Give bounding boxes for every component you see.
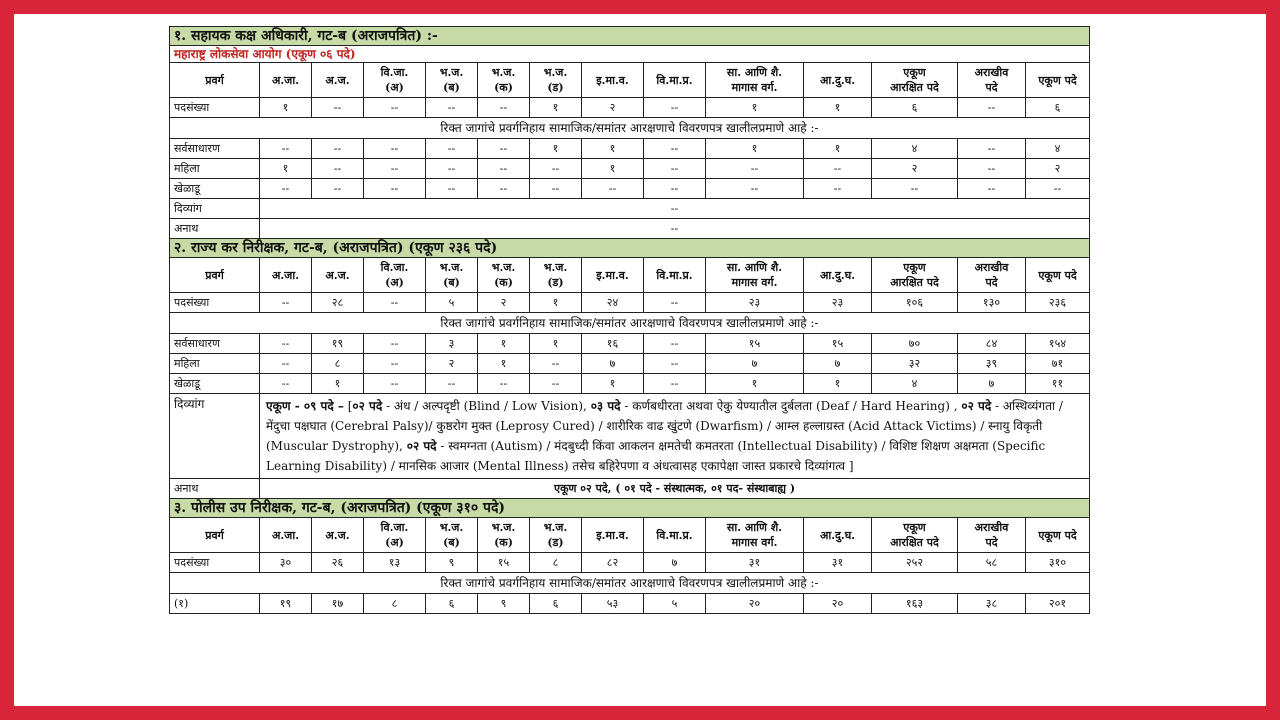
table-cell: -- xyxy=(530,179,582,199)
table-cell: २ xyxy=(1026,159,1090,179)
anath-row xyxy=(170,219,1090,239)
column-header: अ.जा. xyxy=(260,63,312,98)
row-label: दिव्यांग xyxy=(170,199,260,219)
row-label: सर्वसाधारण xyxy=(170,139,260,159)
row-label: पदसंख्या xyxy=(170,553,260,573)
column-header: एकूण पदे xyxy=(1026,258,1090,293)
table-cell: -- xyxy=(958,179,1026,199)
column-header: अ.जा. xyxy=(260,258,312,293)
table-cell: -- xyxy=(312,98,364,118)
table-cell: १५ xyxy=(478,553,530,573)
table-cell: १ xyxy=(260,159,312,179)
table-cell: -- xyxy=(364,334,426,354)
table-cell: -- xyxy=(644,354,706,374)
table-cell: -- xyxy=(478,159,530,179)
row-value: एकूण ०२ पदे, ( ०१ पदे - संस्थात्मक, ०१ पद- संस्थाबाह्य ) xyxy=(260,479,1090,499)
table-cell: ८४ xyxy=(958,334,1026,354)
divyang-detail-row xyxy=(170,394,1090,479)
table-cell: १ xyxy=(706,98,804,118)
column-header: इ.मा.व. xyxy=(582,63,644,98)
table-cell: १ xyxy=(706,374,804,394)
table-cell: -- xyxy=(312,159,364,179)
breakdown-note xyxy=(170,573,1090,594)
post-count-row xyxy=(170,293,1090,313)
table-cell: २ xyxy=(872,159,958,179)
column-header: अ.ज. xyxy=(312,258,364,293)
row-label: खेळाडू xyxy=(170,179,260,199)
table-cell: १९ xyxy=(312,334,364,354)
table-cell: -- xyxy=(530,159,582,179)
column-header: प्रवर्ग xyxy=(170,518,260,553)
table-row xyxy=(170,159,1090,179)
table-cell: १३० xyxy=(958,293,1026,313)
table-cell: -- xyxy=(364,179,426,199)
table-cell: ७१ xyxy=(1026,354,1090,374)
table-cell: ९ xyxy=(478,594,530,614)
column-header: वि.मा.प्र. xyxy=(644,518,706,553)
column-header: भ.ज. (क) xyxy=(478,258,530,293)
table-cell: ७ xyxy=(644,553,706,573)
category-header-row xyxy=(170,258,1090,293)
table-cell: ६ xyxy=(530,594,582,614)
column-header: आ.दु.घ. xyxy=(804,63,872,98)
table-cell: -- xyxy=(364,354,426,374)
table-cell: २८ xyxy=(312,293,364,313)
table-cell: -- xyxy=(364,293,426,313)
column-header: भ.ज. (ड) xyxy=(530,63,582,98)
table-cell: ३१ xyxy=(706,553,804,573)
table-cell: ३२ xyxy=(872,354,958,374)
table-cell: १ xyxy=(582,374,644,394)
table-cell: -- xyxy=(804,179,872,199)
table-cell: ६ xyxy=(426,594,478,614)
table-cell: -- xyxy=(582,179,644,199)
table-cell: ३९ xyxy=(958,354,1026,374)
table-cell: -- xyxy=(312,139,364,159)
post-count-emphasis: एकूण - ०९ पदे – xyxy=(266,399,344,413)
table-cell: -- xyxy=(364,374,426,394)
post-count-emphasis: ०२ पदे xyxy=(961,399,992,413)
table-row xyxy=(170,139,1090,159)
column-header: भ.ज. (ब) xyxy=(426,518,478,553)
table-cell: -- xyxy=(644,293,706,313)
section-1-subtitle-text: महाराष्ट्र लोकसेवा आयोग (एकूण ०६ पदे) xyxy=(170,46,1090,63)
table-cell: -- xyxy=(478,374,530,394)
column-header: एकूण आरक्षित पदे xyxy=(872,258,958,293)
post-count-emphasis: ०२ पदे xyxy=(406,439,437,453)
table-cell: -- xyxy=(364,98,426,118)
table-cell: ८२ xyxy=(582,553,644,573)
table-cell: -- xyxy=(426,159,478,179)
table-cell: ३ xyxy=(426,334,478,354)
column-header: भ.ज. (ब) xyxy=(426,258,478,293)
table-cell: -- xyxy=(958,139,1026,159)
table-cell: ८ xyxy=(312,354,364,374)
table-cell: -- xyxy=(958,159,1026,179)
table-row xyxy=(170,179,1090,199)
table-cell: -- xyxy=(804,159,872,179)
table-cell: १ xyxy=(478,354,530,374)
category-header-row xyxy=(170,63,1090,98)
table-cell: -- xyxy=(426,374,478,394)
row-label: खेळाडू xyxy=(170,374,260,394)
table-cell: ६ xyxy=(1026,98,1090,118)
row-label: सर्वसाधारण xyxy=(170,334,260,354)
table-cell: -- xyxy=(530,354,582,374)
table-cell: ७० xyxy=(872,334,958,354)
table-cell: ८ xyxy=(530,553,582,573)
column-header: वि.जा. (अ) xyxy=(364,518,426,553)
table-cell: ७ xyxy=(706,354,804,374)
table-cell: ११ xyxy=(1026,374,1090,394)
table-cell: १ xyxy=(804,139,872,159)
table-cell: १ xyxy=(312,374,364,394)
row-value: -- xyxy=(260,199,1090,219)
table-cell: २६ xyxy=(312,553,364,573)
breakdown-note xyxy=(170,118,1090,139)
column-header: भ.ज. (ड) xyxy=(530,518,582,553)
row-label: महिला xyxy=(170,354,260,374)
table-cell: २ xyxy=(582,98,644,118)
column-header: वि.मा.प्र. xyxy=(644,63,706,98)
column-header: सा. आणि शै. मागास वर्ग. xyxy=(706,258,804,293)
breakdown-note xyxy=(170,313,1090,334)
column-header: प्रवर्ग xyxy=(170,63,260,98)
column-header: इ.मा.व. xyxy=(582,518,644,553)
table-cell: २० xyxy=(804,594,872,614)
table-cell: -- xyxy=(478,139,530,159)
table-cell: १३ xyxy=(364,553,426,573)
table-cell: ३१ xyxy=(804,553,872,573)
post-count-emphasis: ०२ पदे xyxy=(352,399,383,413)
table-cell: १ xyxy=(260,98,312,118)
table-cell: -- xyxy=(644,179,706,199)
table-cell: २० xyxy=(706,594,804,614)
column-header: अराखीव पदे xyxy=(958,518,1026,553)
column-header: वि.जा. (अ) xyxy=(364,258,426,293)
table-cell: -- xyxy=(426,98,478,118)
table-cell: -- xyxy=(530,374,582,394)
detail-text: - अस्थिव्यंगता / मेंदुचा पक्षघात (Cerebral Palsy)/ कुष्ठरोग मुक्त (Leprosy Cured) / शारीरिक वाढ खुंटणे (Dwarfism) / आम्ल हल्लाग्रस्त (Acid Attack Victims) / स्नायु विकृती (Muscular Dystrophy), xyxy=(266,399,1063,453)
table-cell: २३ xyxy=(804,293,872,313)
column-header: भ.ज. (ड) xyxy=(530,258,582,293)
column-header: वि.जा. (अ) xyxy=(364,63,426,98)
column-header: अ.ज. xyxy=(312,518,364,553)
row-label: महिला xyxy=(170,159,260,179)
section-3-title xyxy=(170,499,1090,518)
table-cell: १ xyxy=(530,139,582,159)
table-cell: -- xyxy=(478,98,530,118)
section-1-title-text: १. सहायक कक्ष अधिकारी, गट-ब (अराजपत्रित) :- xyxy=(170,27,1090,46)
table-cell: १५ xyxy=(706,334,804,354)
table-cell: -- xyxy=(478,179,530,199)
table-cell: २०१ xyxy=(1026,594,1090,614)
table-cell: ९ xyxy=(426,553,478,573)
table-cell: १ xyxy=(530,98,582,118)
table-cell: -- xyxy=(260,179,312,199)
table-cell: १०६ xyxy=(872,293,958,313)
table-cell: ८ xyxy=(364,594,426,614)
table-cell: -- xyxy=(958,98,1026,118)
column-header: भ.ज. (ब) xyxy=(426,63,478,98)
breakdown-note-text: रिक्त जागांचे प्रवर्गनिहाय सामाजिक/समांतर आरक्षणाचे विवरणपत्र खालीलप्रमाणे आहे :- xyxy=(170,573,1090,594)
breakdown-note-text: रिक्त जागांचे प्रवर्गनिहाय सामाजिक/समांतर आरक्षणाचे विवरणपत्र खालीलप्रमाणे आहे :- xyxy=(170,118,1090,139)
table-cell: २३६ xyxy=(1026,293,1090,313)
table-cell: ६ xyxy=(872,98,958,118)
table-cell: -- xyxy=(426,179,478,199)
section-2-title-text: २. राज्य कर निरीक्षक, गट-ब, (अराजपत्रित) (एकूण २३६ पदे) xyxy=(170,239,1090,258)
page-background xyxy=(14,14,1266,706)
table-cell: २४ xyxy=(582,293,644,313)
table-cell: -- xyxy=(260,293,312,313)
column-header: इ.मा.व. xyxy=(582,258,644,293)
column-header: आ.दु.घ. xyxy=(804,258,872,293)
table-cell: -- xyxy=(260,374,312,394)
column-header: अराखीव पदे xyxy=(958,63,1026,98)
row-label: (१) xyxy=(170,594,260,614)
table-cell: १ xyxy=(804,98,872,118)
table-cell: १५ xyxy=(804,334,872,354)
column-header: अ.ज. xyxy=(312,63,364,98)
column-header: एकूण पदे xyxy=(1026,518,1090,553)
table-cell: २ xyxy=(426,354,478,374)
table-cell: -- xyxy=(644,98,706,118)
breakdown-note-text: रिक्त जागांचे प्रवर्गनिहाय सामाजिक/समांतर आरक्षणाचे विवरणपत्र खालीलप्रमाणे आहे :- xyxy=(170,313,1090,334)
table-cell: १ xyxy=(706,139,804,159)
table-cell: -- xyxy=(260,354,312,374)
anath-row xyxy=(170,479,1090,499)
table-cell: १५४ xyxy=(1026,334,1090,354)
column-header: भ.ज. (क) xyxy=(478,63,530,98)
row-label: अनाथ xyxy=(170,479,260,499)
table-cell: ५ xyxy=(426,293,478,313)
table-cell: १६ xyxy=(582,334,644,354)
table-cell: ४ xyxy=(1026,139,1090,159)
table-cell: -- xyxy=(644,139,706,159)
table-cell: ७ xyxy=(582,354,644,374)
table-cell: १ xyxy=(582,139,644,159)
table-cell: ३८ xyxy=(958,594,1026,614)
document-area xyxy=(169,26,1089,614)
table-cell: -- xyxy=(872,179,958,199)
table-cell: १७ xyxy=(312,594,364,614)
category-header-row xyxy=(170,518,1090,553)
table-cell: -- xyxy=(426,139,478,159)
detail-text: - स्वमग्नता (Autism) / मंदबुध्दी किंवा आकलन क्षमतेची कमतरता (Intellectual Disability) / विशिष्ट शिक्षण अक्षमता (Specific Learning Disability) / मानसिक आजार (Mental Illness) तसेच बहिरेपणा व अंधत्वासह एकापेक्षा जास्त प्रकारचे दिव्यांगत्व ] xyxy=(266,439,1046,473)
detail-text: [ xyxy=(343,399,353,413)
table-cell: -- xyxy=(260,139,312,159)
column-header: सा. आणि शै. मागास वर्ग. xyxy=(706,518,804,553)
table-cell: -- xyxy=(312,179,364,199)
row-label: अनाथ xyxy=(170,219,260,239)
row-label: दिव्यांग xyxy=(170,394,260,479)
table-cell: -- xyxy=(706,159,804,179)
column-header: एकूण आरक्षित पदे xyxy=(872,518,958,553)
column-header: अ.जा. xyxy=(260,518,312,553)
divyang-row xyxy=(170,199,1090,219)
table-cell: १ xyxy=(804,374,872,394)
column-header: अराखीव पदे xyxy=(958,258,1026,293)
table-cell: ४ xyxy=(872,139,958,159)
table-cell: ७ xyxy=(804,354,872,374)
table-cell: २५२ xyxy=(872,553,958,573)
table-cell: १ xyxy=(530,334,582,354)
table-cell: -- xyxy=(644,159,706,179)
section-1-title xyxy=(170,27,1090,46)
table-cell: १ xyxy=(582,159,644,179)
column-header: एकूण पदे xyxy=(1026,63,1090,98)
table-row xyxy=(170,374,1090,394)
post-count-row xyxy=(170,98,1090,118)
table-cell: -- xyxy=(1026,179,1090,199)
reservation-table xyxy=(169,26,1090,614)
table-cell: ५३ xyxy=(582,594,644,614)
section-2-title xyxy=(170,239,1090,258)
table-row xyxy=(170,594,1090,614)
table-cell: १६३ xyxy=(872,594,958,614)
table-cell: -- xyxy=(260,334,312,354)
table-cell: १ xyxy=(530,293,582,313)
table-cell: -- xyxy=(364,139,426,159)
table-cell: -- xyxy=(644,374,706,394)
post-count-emphasis: ०३ पदे xyxy=(590,399,621,413)
column-header: आ.दु.घ. xyxy=(804,518,872,553)
row-label: पदसंख्या xyxy=(170,98,260,118)
table-cell: ४ xyxy=(872,374,958,394)
table-cell: -- xyxy=(644,334,706,354)
table-row xyxy=(170,354,1090,374)
table-cell: ३० xyxy=(260,553,312,573)
table-cell: ५८ xyxy=(958,553,1026,573)
table-cell: १९ xyxy=(260,594,312,614)
column-header: भ.ज. (क) xyxy=(478,518,530,553)
detail-text: - कर्णबधीरता अथवा ऐकु येण्यातील दुर्बलता (Deaf / Hard Hearing) , xyxy=(620,399,962,413)
column-header: सा. आणि शै. मागास वर्ग. xyxy=(706,63,804,98)
column-header: वि.मा.प्र. xyxy=(644,258,706,293)
table-row xyxy=(170,334,1090,354)
table-cell: ७ xyxy=(958,374,1026,394)
section-3-title-text: ३. पोलीस उप निरीक्षक, गट-ब, (अराजपत्रित) (एकूण ३१० पदे) xyxy=(170,499,1090,518)
column-header: प्रवर्ग xyxy=(170,258,260,293)
table-cell: -- xyxy=(364,159,426,179)
post-count-row xyxy=(170,553,1090,573)
row-value: -- xyxy=(260,219,1090,239)
table-cell: ५ xyxy=(644,594,706,614)
detail-text: - अंध / अल्पदृष्टी (Blind / Low Vision), xyxy=(382,399,591,413)
divyang-detail-text xyxy=(260,394,1090,479)
column-header: एकूण आरक्षित पदे xyxy=(872,63,958,98)
table-cell: २ xyxy=(478,293,530,313)
table-cell: २३ xyxy=(706,293,804,313)
table-cell: १ xyxy=(478,334,530,354)
table-cell: -- xyxy=(706,179,804,199)
section-1-subtitle xyxy=(170,46,1090,63)
table-cell: ३१० xyxy=(1026,553,1090,573)
row-label: पदसंख्या xyxy=(170,293,260,313)
